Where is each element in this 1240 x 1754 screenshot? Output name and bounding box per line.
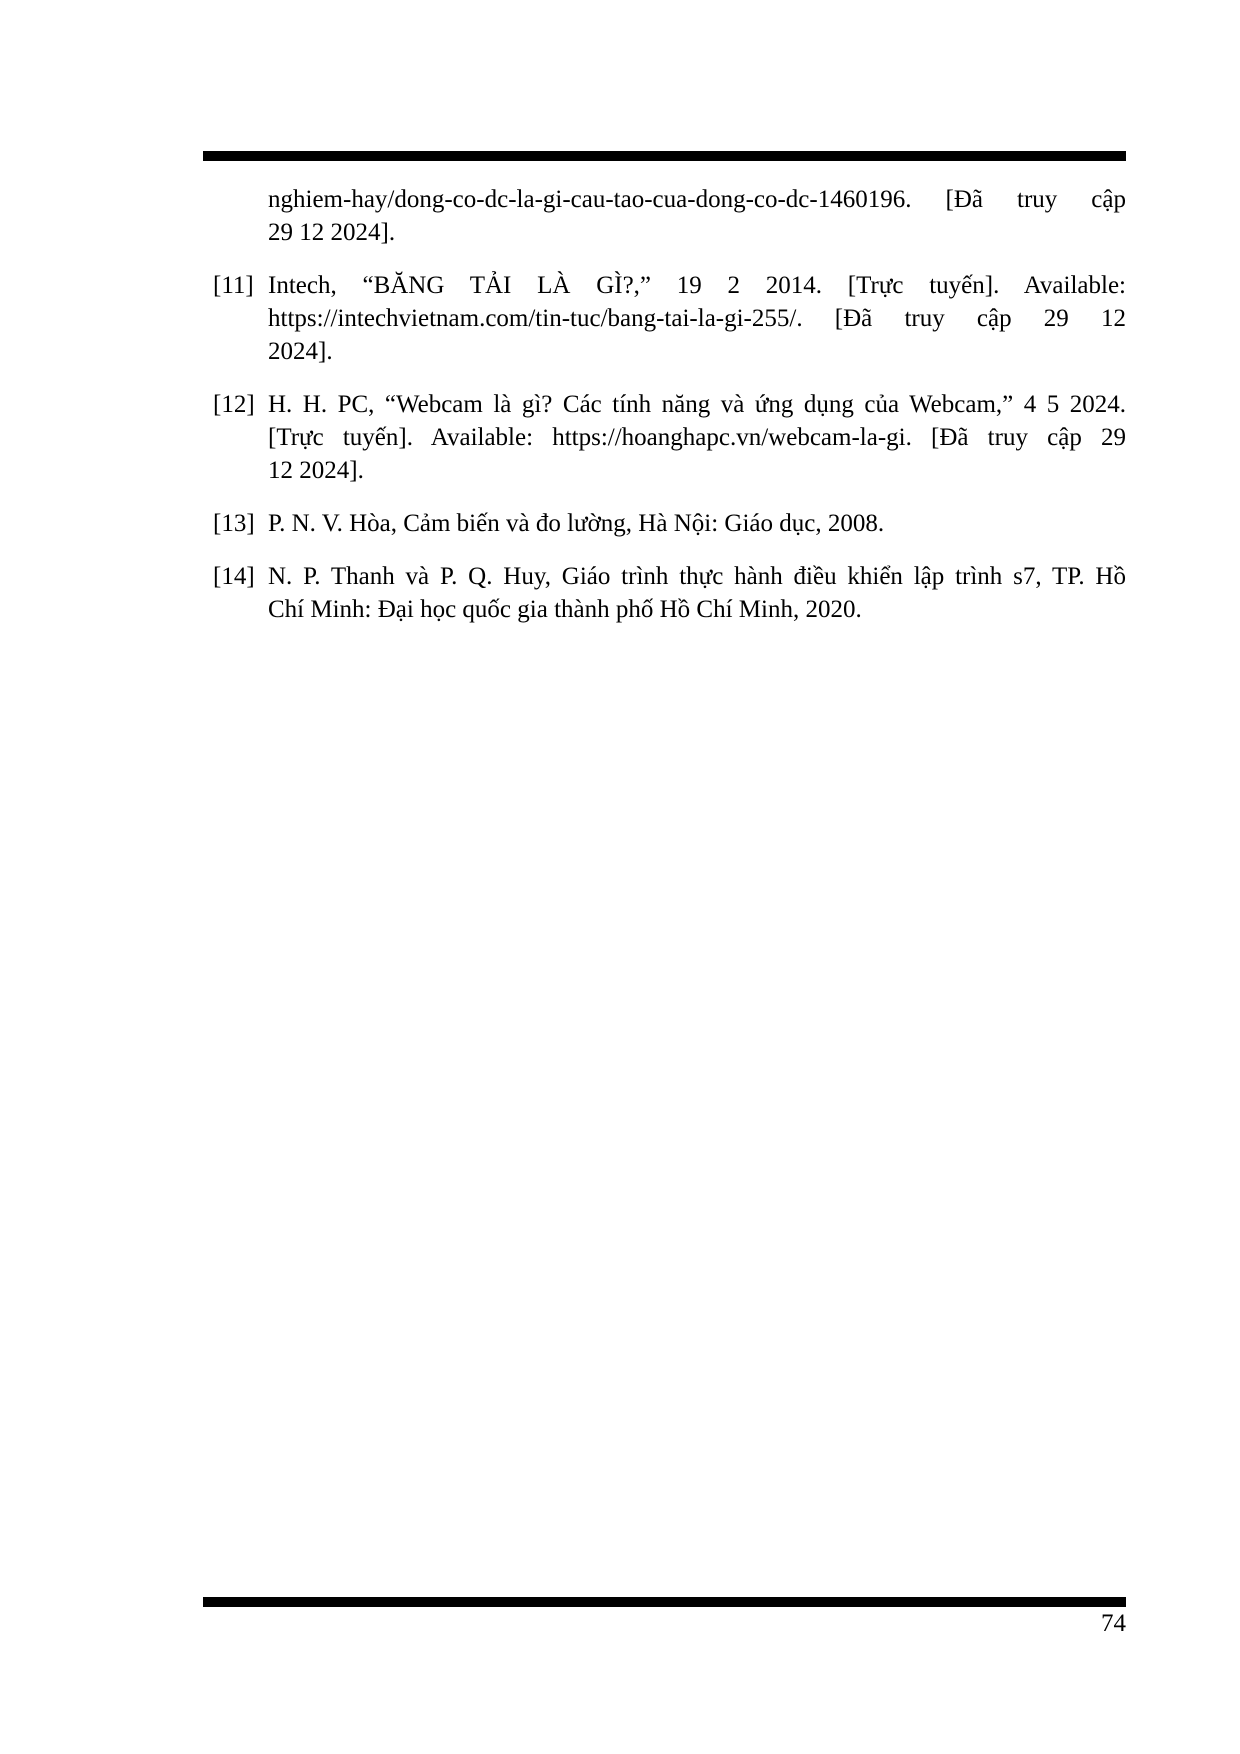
reference-line: Chí Minh: Đại học quốc gia thành phố Hồ Chí Minh, 2020. [268, 596, 862, 623]
reference-line: nghiem-hay/dong-co-dc-la-gi-cau-tao-cua-dong-co-dc-1460196. [Đã truy cập [268, 186, 1126, 213]
reference-entry [203, 560, 1126, 626]
top-border-rule [203, 151, 1126, 161]
reference-line: P. N. V. Hòa, Cảm biến và đo lường, Hà Nội: Giáo dục, 2008. [268, 510, 885, 537]
reference-line: Intech, “BĂNG TẢI LÀ GÌ?,” 19 2 2014. [Trực tuyến]. Available: [268, 272, 1126, 299]
page-number: 74 [1101, 1610, 1126, 1637]
bottom-border-rule [203, 1597, 1126, 1607]
reference-line: N. P. Thanh và P. Q. Huy, Giáo trình thực hành điều khiển lập trình s7, TP. Hồ [268, 563, 1126, 590]
page-footer [203, 1607, 1126, 1640]
reference-entry [203, 269, 1126, 368]
reference-line: 2024]. [268, 338, 333, 365]
reference-line: 29 12 2024]. [268, 219, 396, 246]
reference-line: https://intechvietnam.com/tin-tuc/bang-tai-la-gi-255/. [Đã truy cập 29 12 [268, 305, 1126, 332]
reference-entry [203, 507, 1126, 540]
references-list [203, 161, 1126, 626]
reference-line: [Trực tuyến]. Available: https://hoanghapc.vn/webcam-la-gi. [Đã truy cập 29 [268, 424, 1126, 451]
reference-label: [13] [213, 510, 255, 537]
reference-line: 12 2024]. [268, 457, 364, 484]
reference-label: [11] [213, 272, 254, 299]
reference-label: [14] [213, 563, 255, 590]
reference-entry [203, 388, 1126, 487]
reference-entry [203, 183, 1126, 249]
reference-label: [12] [213, 391, 255, 418]
reference-line: H. H. PC, “Webcam là gì? Các tính năng và ứng dụng của Webcam,” 4 5 2024. [268, 391, 1126, 418]
